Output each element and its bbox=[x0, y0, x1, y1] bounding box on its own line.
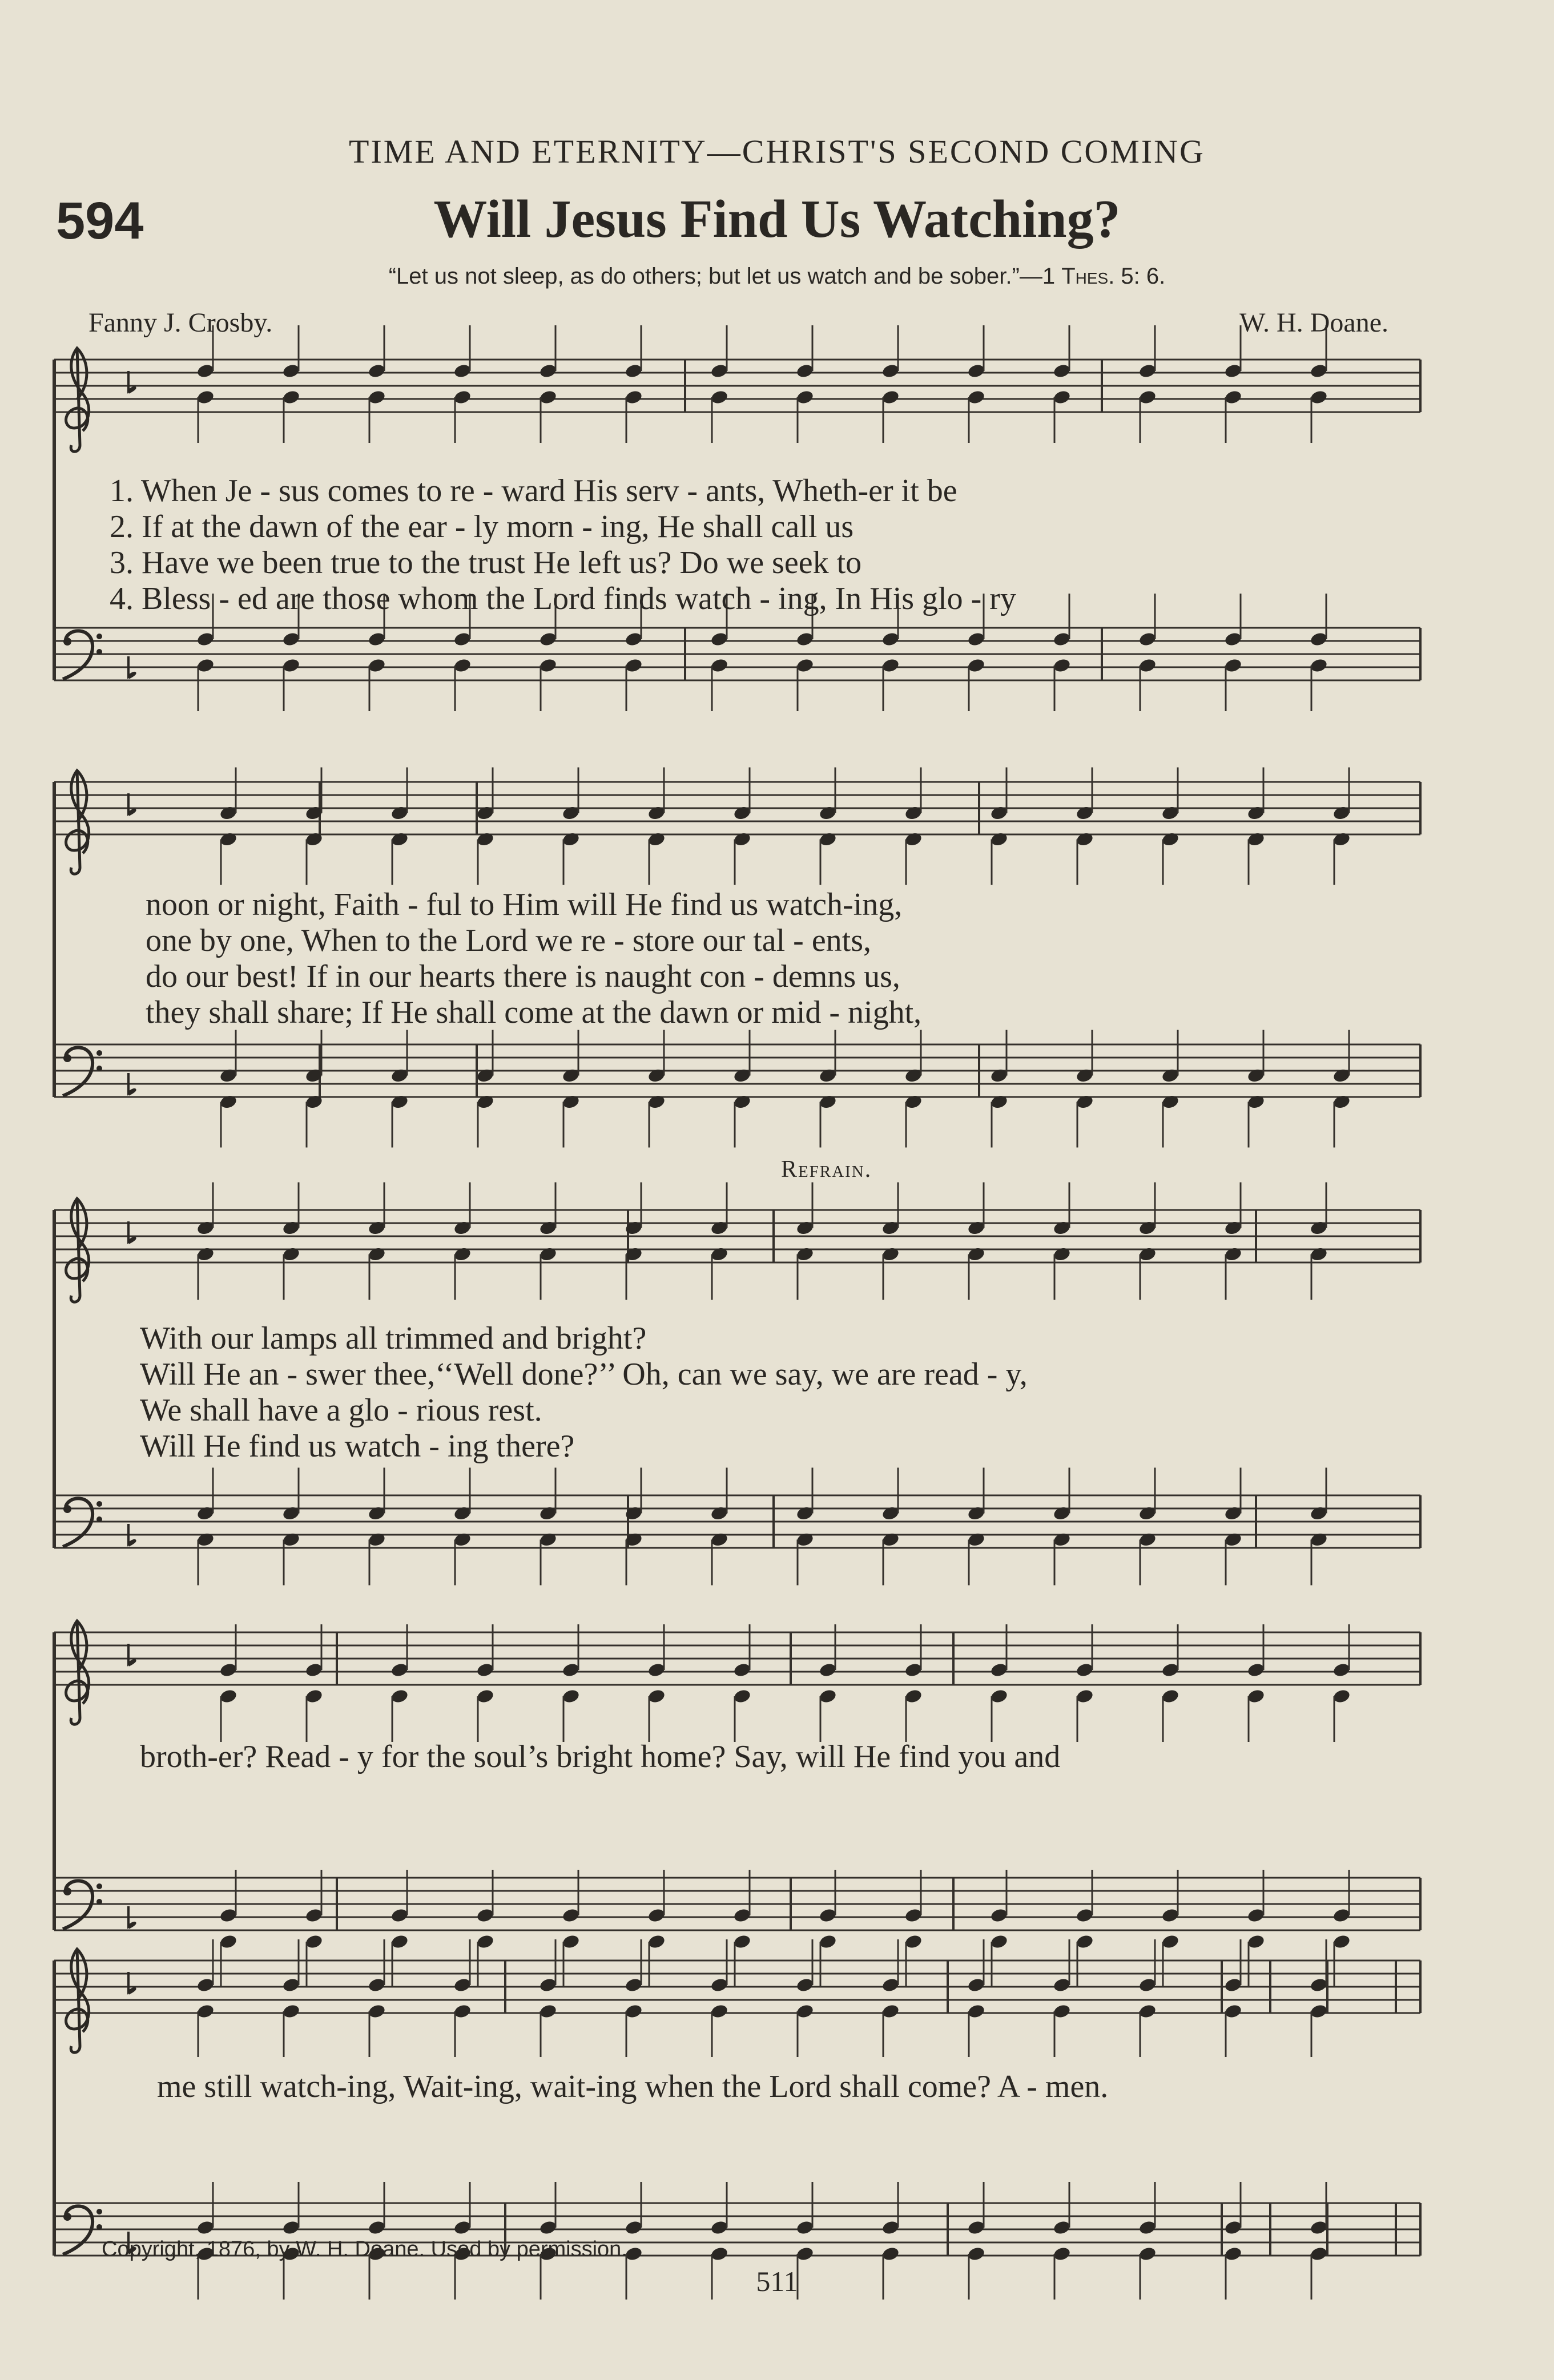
lyric-line: one by one, When to the Lord we re - store our tal - ents, bbox=[146, 923, 872, 958]
lyric-line: they shall share; If He shall come at the dawn or mid - night, bbox=[146, 995, 922, 1030]
author: Fanny J. Crosby. bbox=[88, 308, 273, 338]
section-heading: TIME AND ETERNITY—CHRIST'S SECOND COMING bbox=[349, 133, 1205, 170]
epigraph bbox=[0, 264, 1554, 289]
lyric-line: do our best! If in our hearts there is naught con - demns us, bbox=[146, 959, 900, 994]
lyric-line: We shall have a glo - rious rest. bbox=[140, 1393, 542, 1428]
refrain-label: Refrain. bbox=[781, 1156, 872, 1183]
page-number: 511 bbox=[756, 2265, 798, 2297]
composer: W. H. Doane. bbox=[1239, 308, 1388, 338]
lyric-line: broth-er? Read - y for the soul’s bright home? Say, will He find you and bbox=[140, 1739, 1061, 1774]
epigraph-text: “Let us not sleep, as do others; but let us watch and be sober.”—1 bbox=[388, 264, 1056, 289]
lyric-line: 4. Bless - ed are those whom the Lord finds watch - ing, In His glo - ry bbox=[110, 581, 1016, 616]
hymn-title: Will Jesus Find Us Watching? bbox=[433, 189, 1121, 249]
lyric-line: noon or night, Faith - ful to Him will He find us watch-ing, bbox=[146, 887, 903, 922]
copyright-notice: Copyright, 1876, by W. H. Doane. Used by permission. bbox=[102, 2237, 627, 2261]
lyric-line: 2. If at the dawn of the ear - ly morn - ing, He shall call us bbox=[110, 509, 854, 544]
lyric-line: Will He find us watch - ing there? bbox=[140, 1429, 575, 1464]
lyric-line: 3. Have we been true to the trust He left us? Do we seek to bbox=[110, 545, 862, 580]
lyric-line: Will He an - swer thee,‘‘Well done?’’ Oh, can we say, we are read - y, bbox=[140, 1357, 1028, 1392]
hymn-number: 594 bbox=[56, 192, 144, 250]
lyric-line: me still watch-ing, Wait-ing, wait-ing when the Lord shall come? A - men. bbox=[157, 2069, 1109, 2104]
epigraph-reference: Thes. 5: 6. bbox=[1061, 264, 1166, 289]
lyric-line: 1. When Je - sus comes to re - ward His serv - ants, Wheth-er it be bbox=[110, 473, 957, 509]
lyric-line: With our lamps all trimmed and bright? bbox=[140, 1321, 647, 1356]
